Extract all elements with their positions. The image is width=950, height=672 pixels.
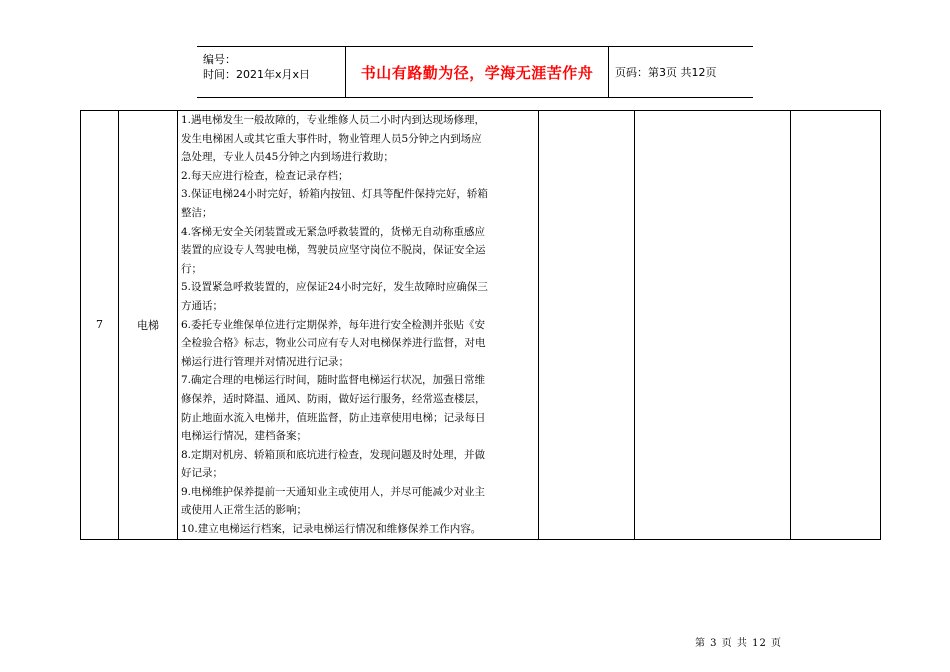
content-line: 3.保证电梯24小时完好，轿箱内按钮、灯具等配件保持完好，轿箱 <box>181 188 488 201</box>
empty-cell <box>539 111 635 540</box>
page-header <box>197 46 753 98</box>
content-line: 梯运行进行管理并对情况进行记录； <box>181 355 349 368</box>
content-line: 8.定期对机房、轿箱顶和底坑进行检查，发现问题及时处理，并做 <box>181 448 486 461</box>
content-line: 2.每天应进行检查，检查记录存档； <box>181 169 349 182</box>
row-content <box>178 111 539 540</box>
row-number: 7 <box>81 111 119 540</box>
content-line: 或使用人正常生活的影响； <box>181 504 307 517</box>
content-line: 全检验合格》标志，物业公司应有专人对电梯保养进行监督，对电 <box>181 337 486 350</box>
content-line: 装置的应设专人驾驶电梯，驾驶员应坚守岗位不脱岗，保证安全运 <box>181 244 486 257</box>
content-line: 修保养，适时降温、通风、防雨，做好运行服务，经常巡查楼层， <box>181 392 486 405</box>
content-line: 6.委托专业维保单位进行定期保养，每年进行安全检测并张贴《安 <box>181 318 486 331</box>
page-info: 页码：第3页 共12页 <box>615 66 717 79</box>
content-line: 7.确定合理的电梯运行时间，随时监督电梯运行状况，加强日常维 <box>181 374 486 387</box>
empty-cell <box>791 111 881 540</box>
content-table <box>80 110 881 540</box>
content-line: 发生电梯困人或其它重大事件时，物业管理人员5分钟之内到场应 <box>181 132 482 145</box>
content-line: 整洁； <box>181 206 213 219</box>
page-footer: 第 3 页 共 12 页 <box>695 638 782 649</box>
empty-cell <box>635 111 791 540</box>
row-name: 电梯 <box>119 111 178 540</box>
number-label: 编号： <box>203 53 236 66</box>
content-line: 好记录； <box>181 467 223 480</box>
content-line: 行； <box>181 262 202 275</box>
content-line: 防止地面水流入电梯井，值班监督，防止违章使用电梯；记录每日 <box>181 411 486 424</box>
content-line: 急处理，专业人员45分钟之内到场进行救助； <box>181 151 394 164</box>
content-line: 电梯运行情况，建档备案； <box>181 430 307 443</box>
content-line: 方通话； <box>181 299 223 312</box>
content-line: 10.建立电梯运行档案，记录电梯运行情况和维修保养工作内容。 <box>181 523 482 536</box>
motto: 书山有路勤为径，学海无涯苦作舟 <box>346 47 609 97</box>
content-line: 1.遇电梯发生一般故障的，专业维修人员二小时内到达现场修理， <box>181 114 486 126</box>
content-line: 9.电梯维护保养提前一天通知业主或使用人，并尽可能减少对业主 <box>181 485 486 498</box>
content-line: 4.客梯无安全关闭装置或无紧急呼救装置的，货梯无自动称重感应 <box>181 225 486 238</box>
header-meta <box>197 47 346 97</box>
time-label: 时间：2021年x月x日 <box>203 68 311 81</box>
table-row <box>81 111 881 540</box>
content-line: 5.设置紧急呼救装置的，应保证24小时完好，发生故障时应确保三 <box>181 281 488 294</box>
